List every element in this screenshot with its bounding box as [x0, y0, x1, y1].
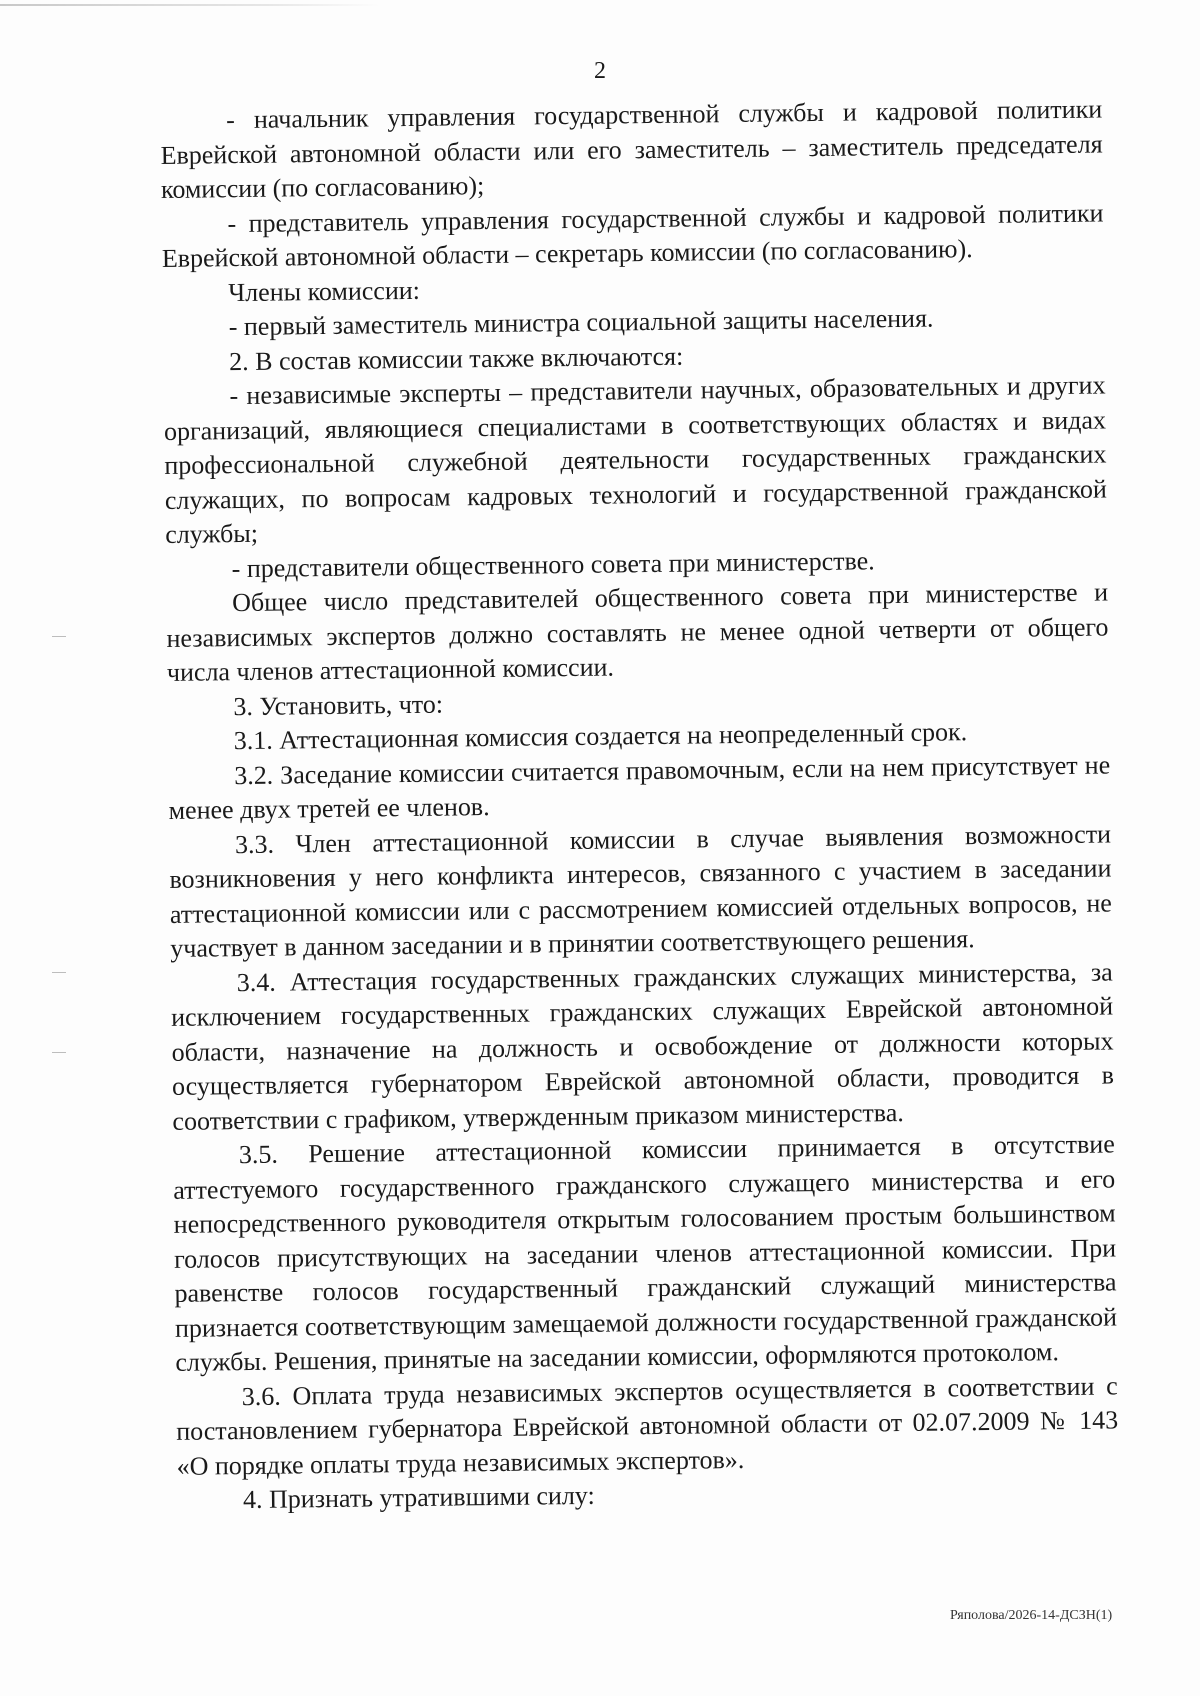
paragraph: 3.6. Оплата труда независимых экспертов осуществляется в соответствии с постановлением губернатора Еврейской автономной области от 02.07.2009 № 143 «О порядке оплаты труда независимых экспертов».	[176, 1370, 1119, 1481]
paragraph: 3.1. Аттестационная комиссия создается на неопределенный срок.	[233, 717, 968, 756]
paragraph: 3.5. Решение аттестационной комиссии принимается в отсутствие аттестуемого государственного гражданского служащего министерства и его непосредственного руководителя открытым голосованием простым большинством голосов присутствующих на заседании членов аттестационной комиссии. При равенстве голосов государственный гражданский служащий министерства признается соответствующим замещаемой должности государственной гражданской службы. Решения, принятые на заседании комиссии, оформляются протоколом.	[173, 1129, 1118, 1377]
margin-mark	[52, 636, 66, 637]
paragraph: 3.3. Член аттестационной комиссии в случае выявления возможности возникновения у него конфликта интересов, связанного с участием в заседании аттестационной комиссии или с рассмотрением комиссией отдельных вопросов, не участвует в данном заседании и в принятии соответствующего решения.	[169, 818, 1113, 963]
document-code: Ряполова/2026-14-ДСЗН(1)	[950, 1608, 1113, 1623]
paragraph: 3. Установить, что:	[233, 689, 444, 721]
paragraph: 3.4. Аттестация государственных гражданских служащих министерства, за исключением государственных гражданских служащих Еврейской автономной области, назначение на должность и освобождение от должности которых осуществляется губернатором Еврейской автономной области, проводится в соответствии с графиком, утвержденным приказом министерства.	[170, 956, 1115, 1136]
paragraph: 2. В состав комиссии также включаются:	[228, 341, 684, 376]
paragraph: - представители общественного совета при министерстве.	[231, 545, 875, 583]
document-body	[160, 92, 1119, 1518]
margin-mark	[52, 1052, 66, 1053]
paragraph: 4. Признать утратившими силу:	[242, 1480, 595, 1515]
paragraph: 3.2. Заседание комиссии считается правомочным, если на нем присутствует не менее двух третей ее членов.	[168, 749, 1111, 825]
paragraph: Общее число представителей общественного совета при министерстве и независимых экспертов должно составлять не менее одной четверти от общего числа членов аттестационной комиссии.	[166, 577, 1109, 687]
margin-mark	[52, 972, 66, 973]
scan-artifact-line	[0, 4, 380, 6]
page-number: 2	[594, 58, 606, 84]
paragraph: - первый заместитель министра социальной защиты населения.	[228, 303, 934, 342]
paragraph: - независимые эксперты – представители научных, образовательных и других организаций, являющиеся специалистами в соответствующих областях и видах профессиональной служебной деятельности государственных гражданских служащих, по вопросам кадровых технологий и государственной гражданской службы;	[163, 370, 1107, 549]
paragraph: - начальник управления государственной службы и кадровой политики Еврейской автономной области или его заместитель – заместитель председателя комиссии (по согласованию);	[160, 94, 1103, 204]
paragraph: - представитель управления государственной службы и кадровой политики Еврейской автономной области – секретарь комиссии (по согласованию).	[161, 197, 1104, 273]
paragraph: Члены комиссии:	[228, 275, 421, 307]
